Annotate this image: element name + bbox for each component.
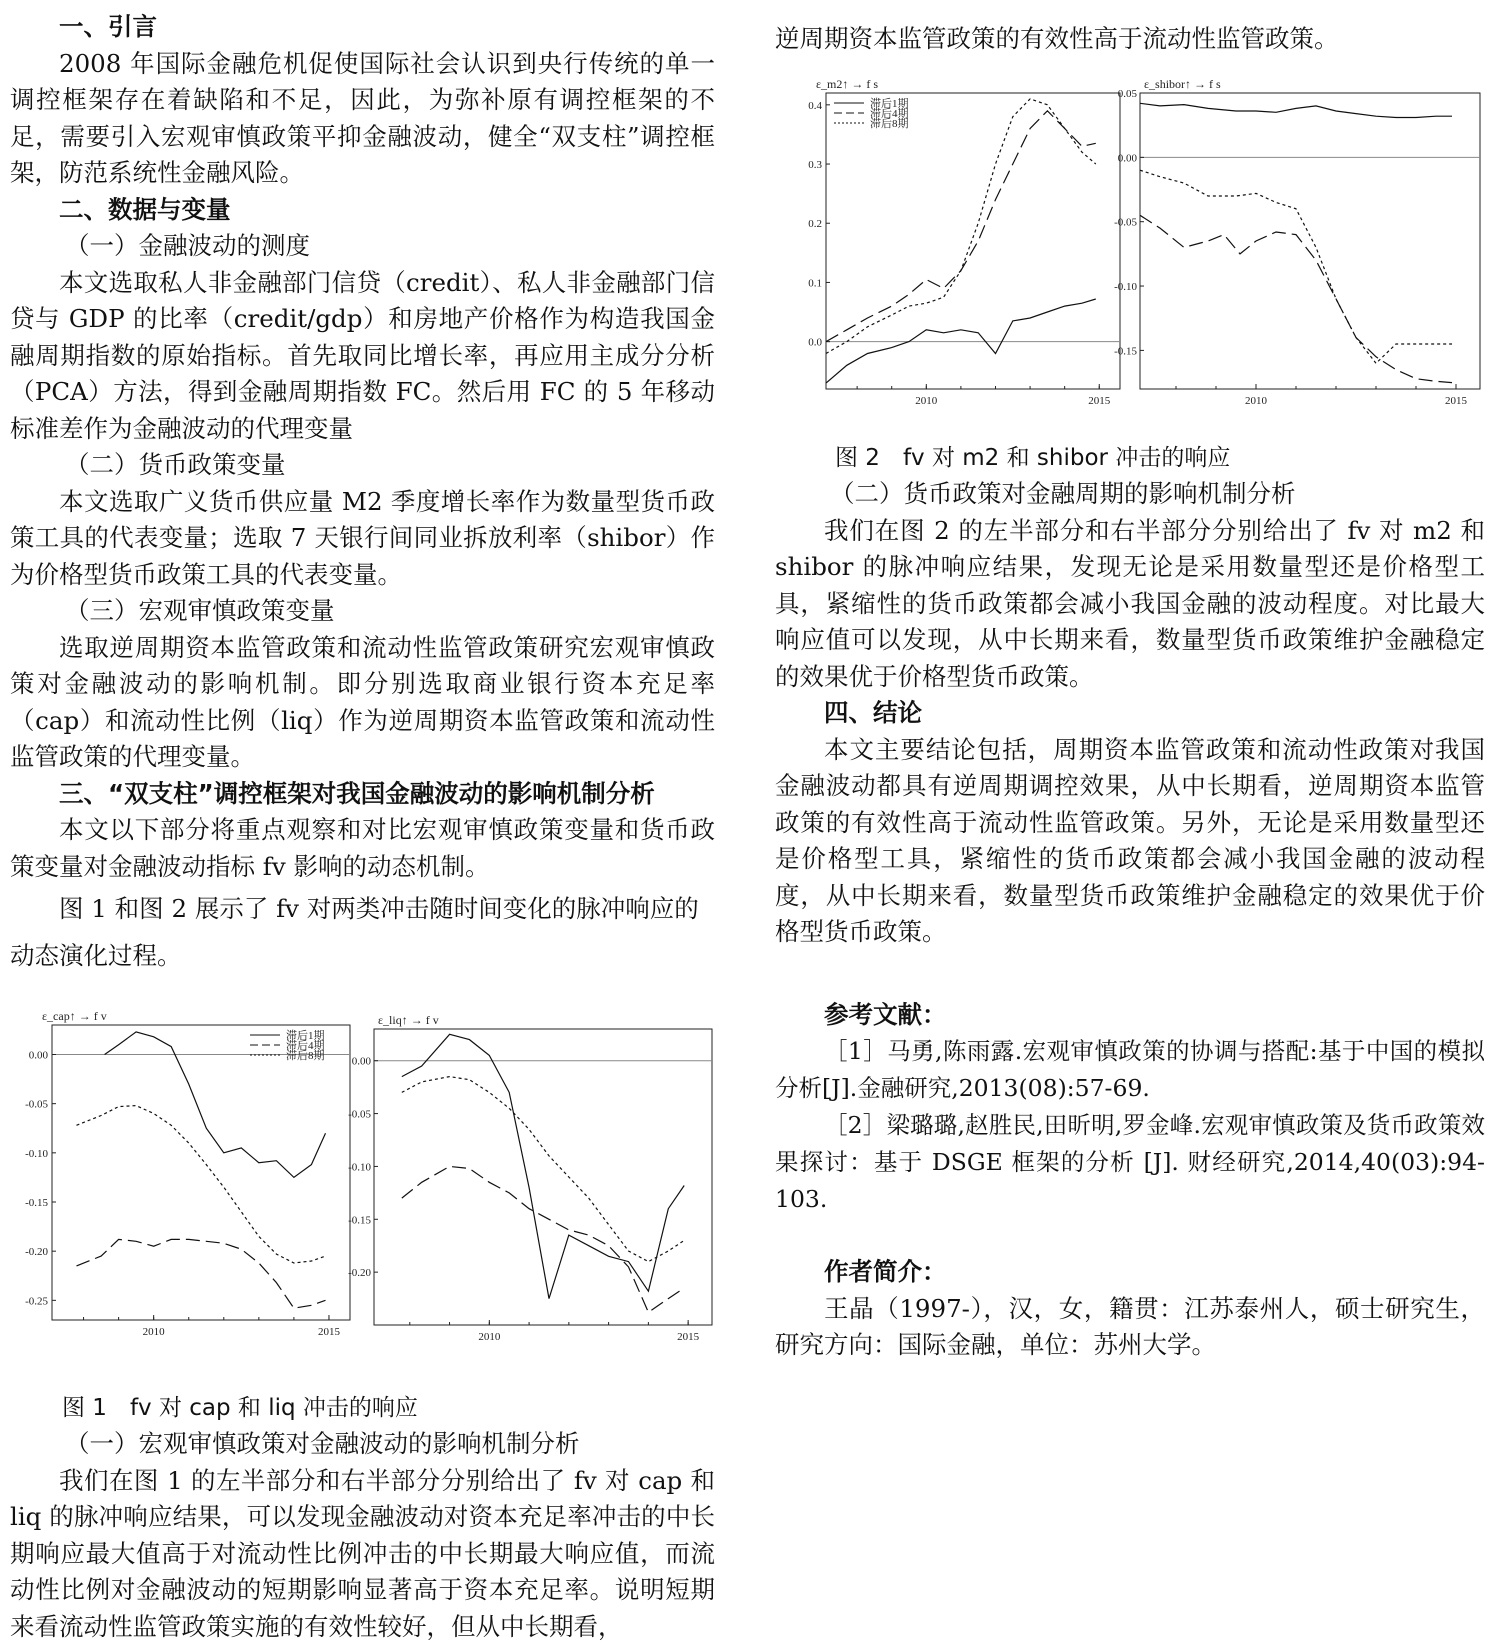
section-3-title: 三、“双支柱”调控框架对我国金融波动的影响机制分析	[59, 778, 655, 808]
plot-frame	[374, 1029, 712, 1325]
legend-label: 滞后8期	[286, 1050, 325, 1062]
y-tick-label: 0.05	[1117, 88, 1137, 100]
y-tick-label: -0.10	[1114, 281, 1137, 294]
section-3-subtitle-1: （一）宏观审慎政策对金融波动的影响机制分析	[65, 1429, 580, 1458]
figure-1-left-chart	[10, 1010, 360, 1355]
y-tick-label: 0.1	[808, 277, 822, 290]
section-2-subtitle-1: （一）金融波动的测度	[65, 231, 310, 260]
section-3-paragraph-3: 我们在图 1 的左半部分和右半部分分别给出了 fv 对 cap 和 liq 的脉冲响应结果，可以发现金融波动对资本充足率冲击的中长期响应最大值高于对流动性比例冲击的中长期最大响应值，而流动性比例对金融波动的短期影响显著高于资本充足率。说明短期来看流动性监管政策实施的有效性较好，但从中长期看，	[10, 1465, 715, 1641]
y-tick-label: 0.2	[808, 218, 822, 231]
right-column	[775, 0, 1485, 58]
chart-title: ε_m2↑ → f s	[816, 77, 879, 91]
plot-frame	[1140, 93, 1480, 389]
series-line-2	[826, 111, 1096, 342]
series-line-2	[402, 1166, 684, 1312]
section-1-title: 一、引言	[59, 12, 157, 41]
legend-label: 滞后1期	[870, 98, 909, 110]
right-paragraph-2: 本文主要结论包括，周期资本监管政策和流动性政策对我国金融波动都具有逆周期调控效果，从中长期看，逆周期资本监管政策的有效性高于流动性监管政策。另外，无论是采用数量型还是价格型工具，紧缩性的货币政策都会减小我国金融的波动程度，从中长期来看，数量型货币政策维护金融稳定的效果优于价格型货币政策。	[775, 734, 1485, 946]
y-tick-label: -0.15	[348, 1214, 371, 1227]
section-2-paragraph-2: 本文选取广义货币供应量 M2 季度增长率作为数量型货币政策工具的代表变量；选取 7 天银行间同业拆放利率（shibor）作为价格型货币政策工具的代表变量。	[10, 486, 715, 589]
section-2-paragraph-1: 本文选取私人非金融部门信贷（credit）、私人非金融部门信贷与 GDP 的比率（credit/gdp）和房地产价格作为构造我国金融周期指数的原始指标。首先取同比增长率，再应用主成分分析（PCA）方法，得到金融周期指数 FC。然后用 FC 的 5 年移动标准差作为金融波动的代理变量	[10, 267, 715, 443]
author-bio: 王晶（1997-），汉，女，籍贯：江苏泰州人，硕士研究生，研究方向：国际金融，单位：苏州大学。	[775, 1293, 1485, 1359]
chart-title: ε_liq↑ → f v	[378, 1013, 439, 1027]
left-column-lower	[10, 1390, 715, 1645]
y-tick-label: -0.15	[25, 1197, 48, 1209]
plot-frame	[826, 93, 1120, 389]
x-tick-label: 2015	[317, 1326, 340, 1338]
series-line-1	[1140, 103, 1452, 117]
section-2-paragraph-3: 选取逆周期资本监管政策和流动性监管政策研究宏观审慎政策对金融波动的影响机制。即分别选取商业银行资本充足率（cap）和流动性比例（liq）作为逆周期资本监管政策和流动性监管政策的代理变量。	[10, 632, 715, 771]
series-line-2	[1140, 215, 1452, 382]
legend-label: 滞后4期	[870, 108, 909, 120]
y-tick-label: -0.10	[348, 1161, 371, 1174]
figure-2-right-chart	[1114, 70, 1483, 425]
y-tick-label: 0.00	[28, 1049, 48, 1062]
chart-title: ε_shibor↑ → f s	[1144, 77, 1221, 91]
y-tick-label: -0.20	[348, 1267, 371, 1280]
right-column-lower	[775, 440, 1485, 1364]
chart-title: ε_cap↑ → f v	[42, 1009, 107, 1023]
x-tick-label: 2015	[677, 1331, 700, 1343]
figure-1-right-chart	[348, 1010, 715, 1355]
series-line-1	[402, 1034, 684, 1298]
y-tick-label: -0.10	[25, 1147, 48, 1160]
y-tick-label: 0.00	[1117, 152, 1137, 165]
series-line-1	[826, 299, 1096, 383]
y-tick-label: 0.0	[808, 336, 822, 349]
section-3-paragraph-2b: 动态演化过程。	[10, 940, 182, 970]
reference-2: ［2］梁璐璐,赵胜民,田昕明,罗金峰.宏观审慎政策及货币政策效果探讨：基于 DSGE 框架的分析 [J]. 财经研究,2014,40(03):94-103.	[775, 1111, 1485, 1213]
series-line-2	[77, 1239, 326, 1308]
series-line-3	[77, 1106, 326, 1263]
x-tick-label: 2015	[1088, 395, 1111, 407]
figure-2-caption: 图 2 fv 对 m2 和 shibor 冲击的响应	[835, 445, 1231, 471]
section-3-paragraph-1: 本文以下部分将重点观察和对比宏观审慎政策变量和货币政策变量对金融波动指标 fv 影响的动态机制。	[10, 815, 715, 881]
figure-2-left-chart	[780, 70, 1135, 425]
subsection-2-title: （二）货币政策对金融周期的影响机制分析	[830, 479, 1296, 508]
x-tick-label: 2010	[1245, 395, 1267, 407]
legend-label: 滞后8期	[870, 118, 909, 130]
author-title: 作者简介：	[824, 1257, 947, 1286]
series-line-3	[1140, 170, 1452, 363]
legend-label: 滞后4期	[286, 1040, 325, 1052]
section-4-title: 四、结论	[824, 698, 922, 727]
y-tick-label: 0.3	[808, 159, 822, 172]
x-tick-label: 2015	[1445, 395, 1467, 407]
x-tick-label: 2010	[478, 1331, 501, 1343]
y-tick-label: 0.00	[351, 1055, 371, 1068]
section-2-title: 二、数据与变量	[59, 194, 231, 224]
section-3-paragraph-2a: 图 1 和图 2 展示了 fv 对两类冲击随时间变化的脉冲响应的	[59, 894, 699, 923]
section-2-subtitle-3: （三）宏观审慎政策变量	[65, 596, 335, 625]
y-tick-label: 0.4	[808, 99, 822, 112]
right-paragraph-0: 逆周期资本监管政策的有效性高于流动性监管政策。	[775, 24, 1339, 53]
y-tick-label: -0.15	[1114, 345, 1137, 358]
left-column	[10, 0, 715, 974]
reference-1: ［1］马勇,陈雨露.宏观审慎政策的协调与搭配:基于中国的模拟分析[J].金融研究,2013(08):57-69.	[775, 1037, 1485, 1102]
y-tick-label: -0.25	[25, 1295, 48, 1308]
y-tick-label: -0.05	[25, 1098, 48, 1111]
right-paragraph-1: 我们在图 2 的左半部分和右半部分分别给出了 fv 对 m2 和 shibor 的脉冲响应结果，发现无论是采用数量型还是价格型工具，紧缩性的货币政策都会减小我国金融的波动程度。对比最大响应值可以发现，从中长期来看，数量型货币政策维护金融稳定的效果优于价格型货币政策。	[775, 515, 1485, 691]
y-tick-label: -0.05	[348, 1108, 371, 1121]
series-line-3	[826, 99, 1096, 354]
legend-label: 滞后1期	[286, 1030, 325, 1042]
plot-frame	[52, 1025, 350, 1320]
section-1-paragraph: 2008 年国际金融危机促使国际社会认识到央行传统的单一调控框架存在着缺陷和不足，因此，为弥补原有调控框架的不足，需要引入宏观审慎政策平抑金融波动，健全“双支柱”调控框架，防范系统性金融风险。	[10, 48, 715, 187]
x-tick-label: 2010	[142, 1326, 165, 1338]
x-tick-label: 2010	[915, 395, 938, 407]
y-tick-label: -0.20	[25, 1246, 48, 1259]
references-title: 参考文献：	[824, 999, 947, 1029]
figure-1-caption: 图 1 fv 对 cap 和 liq 冲击的响应	[62, 1395, 418, 1421]
section-2-subtitle-2: （二）货币政策变量	[65, 450, 286, 479]
y-tick-label: -0.05	[1114, 216, 1137, 229]
